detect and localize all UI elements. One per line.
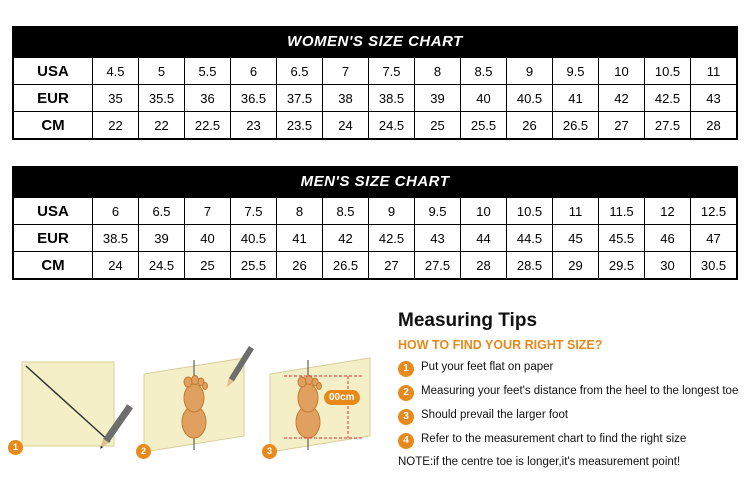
cell: 40.5 — [507, 85, 553, 112]
cell: 29 — [553, 252, 599, 279]
cell: 37.5 — [277, 85, 323, 112]
row-label-usa: USA — [14, 58, 93, 85]
cell: 39 — [415, 85, 461, 112]
womens-size-table — [13, 57, 737, 139]
cell: 39 — [139, 225, 185, 252]
row-label-cm: CM — [14, 112, 93, 139]
cell: 26 — [507, 112, 553, 139]
cell: 45 — [553, 225, 599, 252]
measuring-illustrations — [8, 344, 388, 464]
cell: 35 — [93, 85, 139, 112]
mens-chart-title: MEN'S SIZE CHART — [13, 167, 737, 197]
cell: 29.5 — [599, 252, 645, 279]
cell: 41 — [277, 225, 323, 252]
cell: 44 — [461, 225, 507, 252]
cell: 6 — [93, 198, 139, 225]
cell: 24.5 — [369, 112, 415, 139]
cell: 22 — [93, 112, 139, 139]
cell: 38.5 — [369, 85, 415, 112]
cell: 22.5 — [185, 112, 231, 139]
tip-step-1 — [398, 360, 742, 377]
cell: 25 — [415, 112, 461, 139]
cell: 28 — [691, 112, 737, 139]
cell: 6.5 — [277, 58, 323, 85]
cell: 25.5 — [461, 112, 507, 139]
cell: 46 — [645, 225, 691, 252]
tips-subheading: HOW TO FIND YOUR RIGHT SIZE? — [398, 338, 603, 352]
cell: 26.5 — [323, 252, 369, 279]
row-label-eur: EUR — [14, 225, 93, 252]
tip-number-icon: 4 — [398, 433, 414, 449]
cell: 6.5 — [139, 198, 185, 225]
cell: 10 — [461, 198, 507, 225]
cell: 8 — [277, 198, 323, 225]
tip-number-icon: 1 — [398, 361, 414, 377]
cell: 42.5 — [645, 85, 691, 112]
cell: 25.5 — [231, 252, 277, 279]
mens-size-chart — [12, 166, 738, 280]
illustration-badge-1: 1 — [8, 440, 23, 455]
cell: 28.5 — [507, 252, 553, 279]
table-row — [14, 225, 737, 252]
cell: 12 — [645, 198, 691, 225]
measuring-tips-text — [398, 310, 742, 468]
cell: 30 — [645, 252, 691, 279]
cell: 5.5 — [185, 58, 231, 85]
cell: 23 — [231, 112, 277, 139]
cell: 26 — [277, 252, 323, 279]
womens-chart-title: WOMEN'S SIZE CHART — [13, 27, 737, 57]
tip-text: Measuring your feet's distance from the heel to the longest toe — [421, 385, 739, 397]
cell: 11 — [553, 198, 599, 225]
cell: 9.5 — [553, 58, 599, 85]
cell: 27 — [599, 112, 645, 139]
cell: 11.5 — [599, 198, 645, 225]
cell: 23.5 — [277, 112, 323, 139]
cell: 36.5 — [231, 85, 277, 112]
cell: 35.5 — [139, 85, 185, 112]
row-label-usa: USA — [14, 198, 93, 225]
cell: 7 — [323, 58, 369, 85]
cell: 41 — [553, 85, 599, 112]
cell: 24 — [93, 252, 139, 279]
cell: 24 — [323, 112, 369, 139]
womens-size-chart — [12, 26, 738, 140]
cell: 42 — [599, 85, 645, 112]
cell: 42 — [323, 225, 369, 252]
cell: 24.5 — [139, 252, 185, 279]
cell: 40.5 — [231, 225, 277, 252]
cell: 10.5 — [645, 58, 691, 85]
measuring-tips-section — [0, 296, 750, 500]
cell: 43 — [691, 85, 737, 112]
table-row — [14, 85, 737, 112]
cell: 45.5 — [599, 225, 645, 252]
table-row — [14, 58, 737, 85]
cell: 12.5 — [691, 198, 737, 225]
tips-heading: Measuring Tips — [398, 310, 538, 331]
cell: 25 — [185, 252, 231, 279]
table-row — [14, 198, 737, 225]
cell: 9 — [369, 198, 415, 225]
cell: 28 — [461, 252, 507, 279]
table-row — [14, 252, 737, 279]
cell: 27.5 — [415, 252, 461, 279]
cell: 38 — [323, 85, 369, 112]
cell: 11 — [691, 58, 737, 85]
cell: 47 — [691, 225, 737, 252]
cell: 40 — [461, 85, 507, 112]
cell: 8.5 — [461, 58, 507, 85]
cell: 26.5 — [553, 112, 599, 139]
cell: 4.5 — [93, 58, 139, 85]
cell: 5 — [139, 58, 185, 85]
cell: 10 — [599, 58, 645, 85]
cell: 44.5 — [507, 225, 553, 252]
cell: 30.5 — [691, 252, 737, 279]
table-row — [14, 112, 737, 139]
tip-step-2 — [398, 384, 742, 401]
cell: 43 — [415, 225, 461, 252]
cell: 9 — [507, 58, 553, 85]
cell: 42.5 — [369, 225, 415, 252]
tip-number-icon: 2 — [398, 385, 414, 401]
tips-note: NOTE:if the centre toe is longer,it's measurement point! — [398, 456, 681, 468]
illustration-badge-2: 2 — [136, 444, 151, 459]
cell: 10.5 — [507, 198, 553, 225]
tip-text: Refer to the measurement chart to find the right size — [421, 433, 687, 445]
cell: 40 — [185, 225, 231, 252]
tip-step-3 — [398, 408, 742, 425]
row-label-eur: EUR — [14, 85, 93, 112]
cell: 9.5 — [415, 198, 461, 225]
tip-step-4 — [398, 432, 742, 449]
measurement-callout: 00cm — [324, 390, 360, 405]
cell: 6 — [231, 58, 277, 85]
tip-text: Put your feet flat on paper — [421, 361, 554, 373]
cell: 27.5 — [645, 112, 691, 139]
mens-size-table — [13, 197, 737, 279]
tip-number-icon: 3 — [398, 409, 414, 425]
row-label-cm: CM — [14, 252, 93, 279]
cell: 38.5 — [93, 225, 139, 252]
cell: 7.5 — [369, 58, 415, 85]
cell: 7 — [185, 198, 231, 225]
tip-text: Should prevail the larger foot — [421, 409, 569, 421]
cell: 7.5 — [231, 198, 277, 225]
cell: 8.5 — [323, 198, 369, 225]
cell: 27 — [369, 252, 415, 279]
illustration-badge-3: 3 — [262, 444, 277, 459]
cell: 22 — [139, 112, 185, 139]
cell: 36 — [185, 85, 231, 112]
cell: 8 — [415, 58, 461, 85]
